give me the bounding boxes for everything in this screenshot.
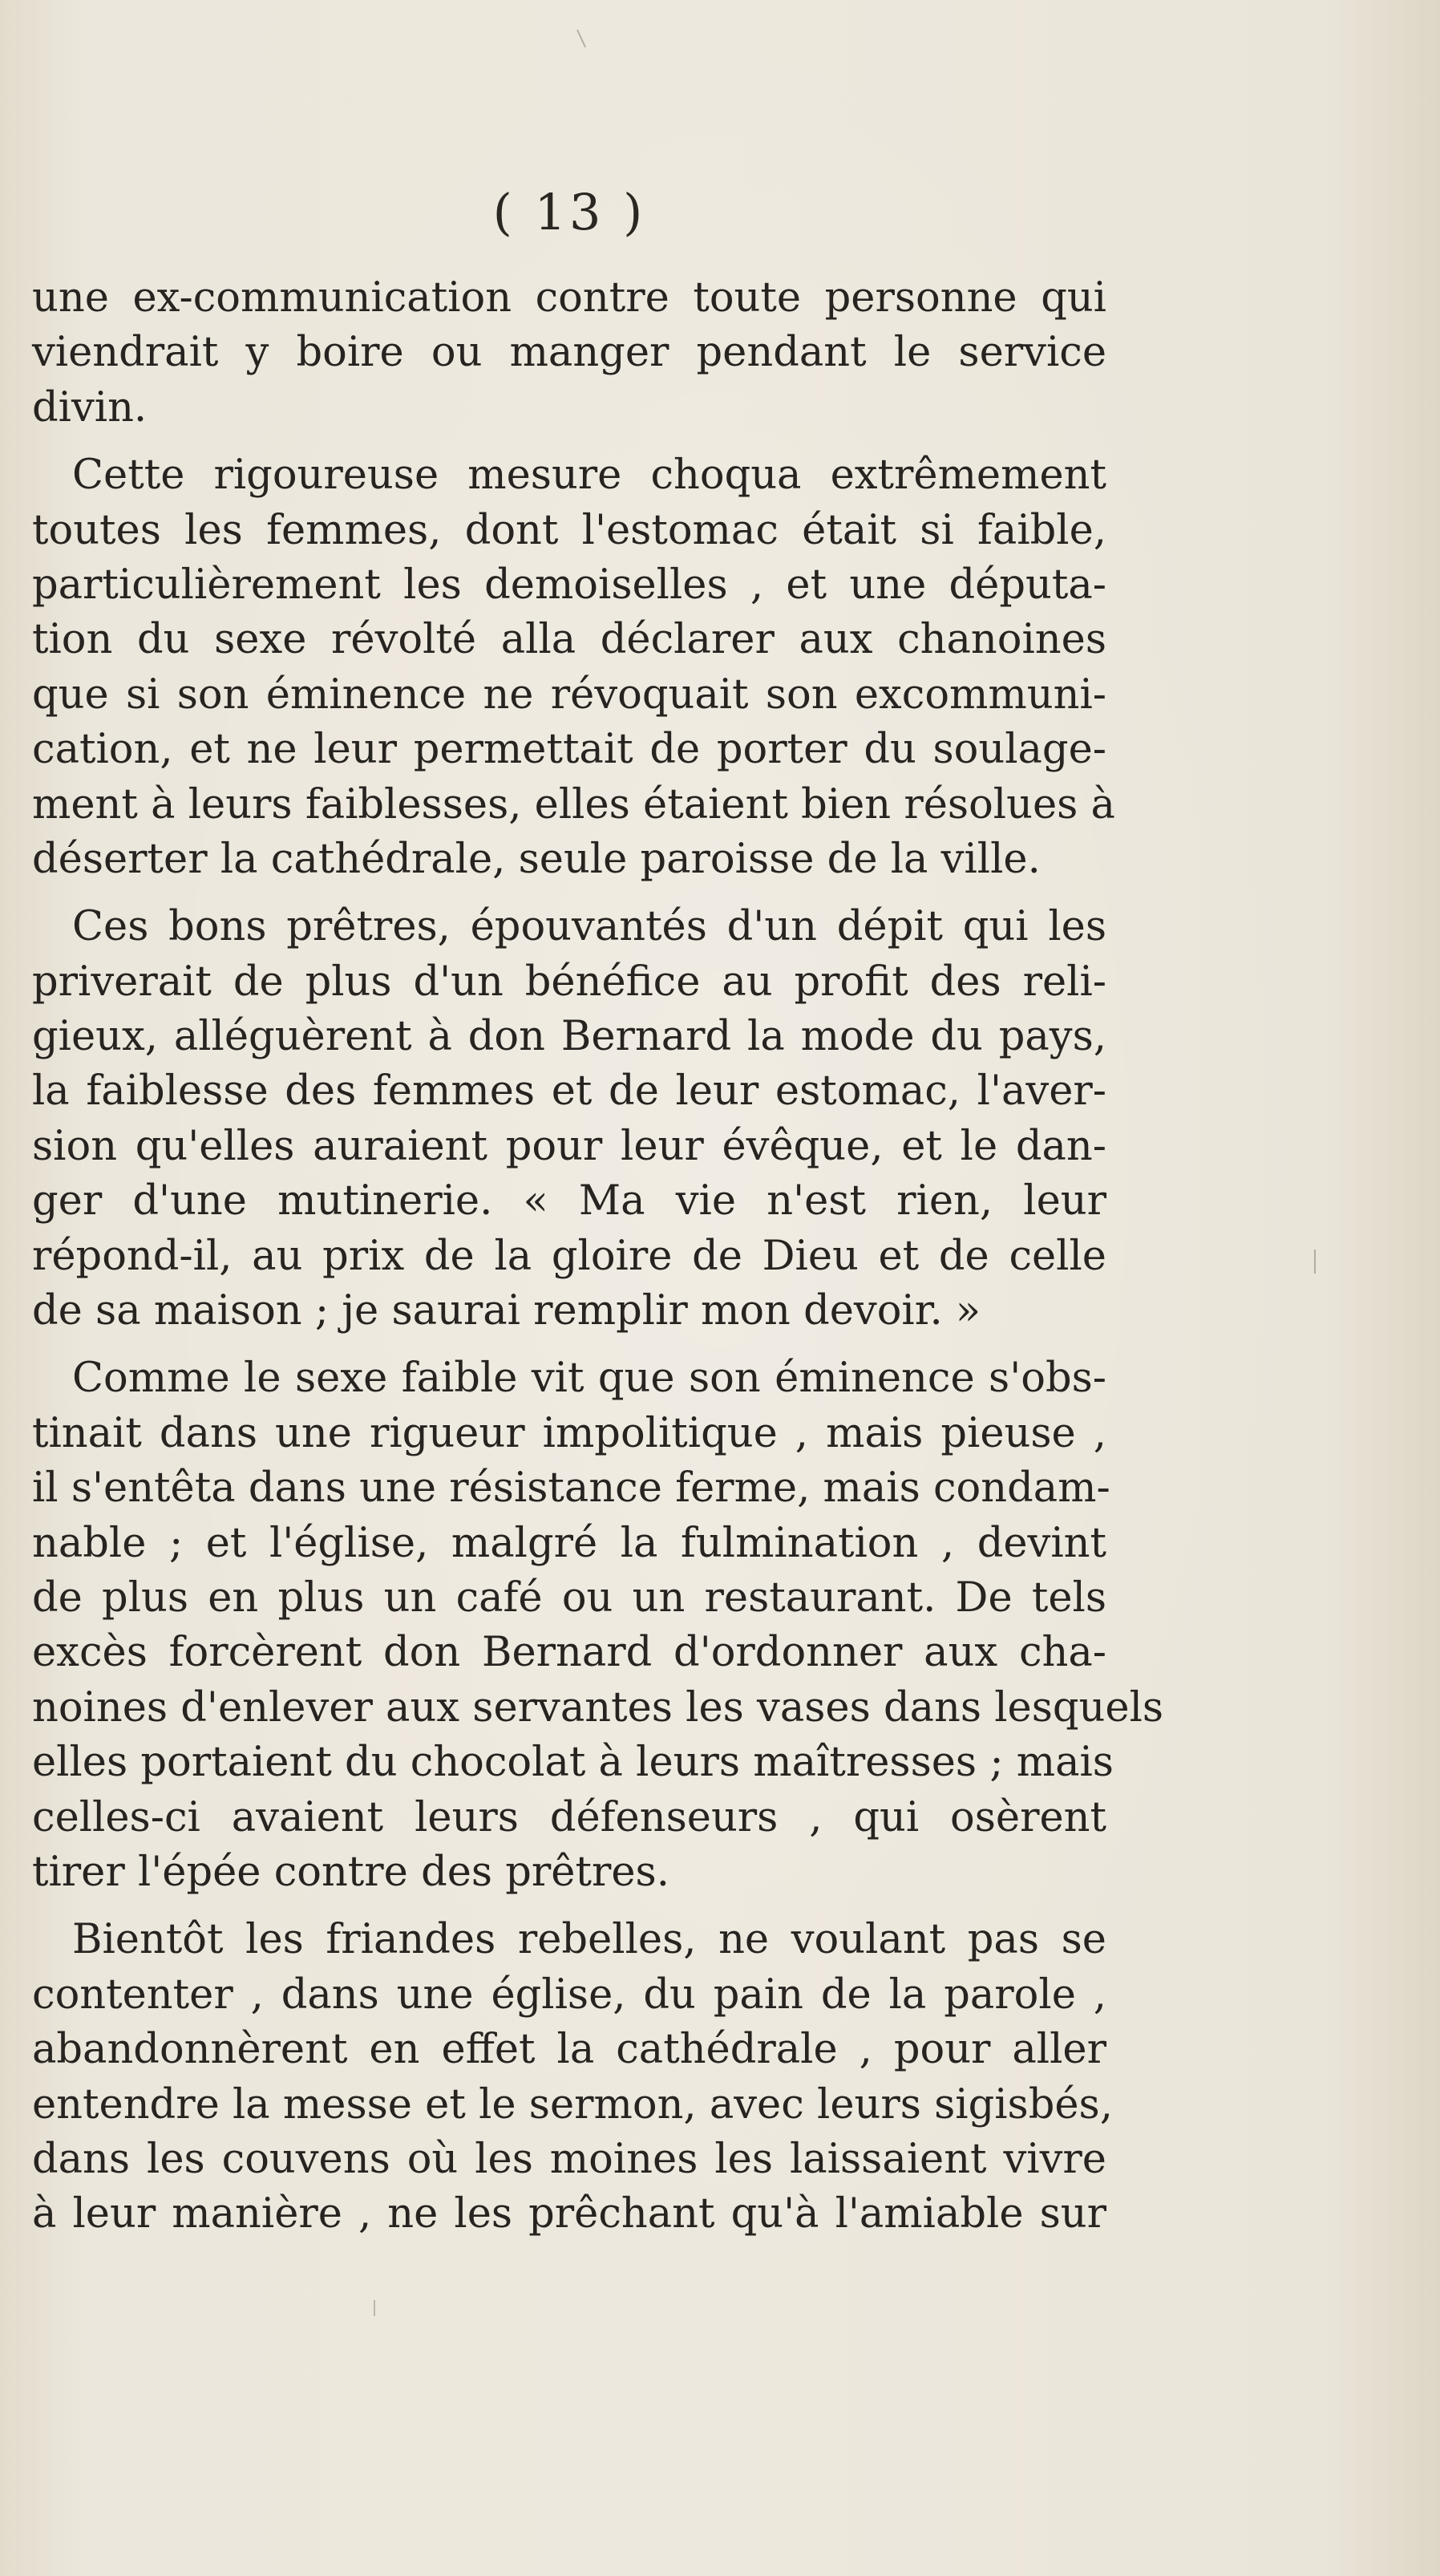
text-line: il s'entêta dans une résistance ferme, mais condam- bbox=[32, 1464, 1110, 1513]
paper-mark bbox=[1314, 1250, 1316, 1274]
text-line: tirer l'épée contre des prêtres. bbox=[32, 1848, 669, 1896]
text-line: divin. bbox=[32, 383, 148, 431]
text-line: priverait de plus d'un bénéfice au profit des reli- bbox=[32, 958, 1106, 1006]
paragraph bbox=[32, 1913, 1113, 2242]
text-line: gieux, alléguèrent à don Bernard la mode du pays, bbox=[32, 1013, 1106, 1061]
paragraph bbox=[32, 900, 1106, 1339]
text-line: nable ; et l'église, malgré la fulmination , devint bbox=[32, 1519, 1106, 1567]
text-line: Bientôt les friandes rebelles, ne voulant pas se bbox=[72, 1916, 1106, 1964]
text-line: à leur manière , ne les prêchant qu'à l'amiable sur bbox=[32, 2190, 1106, 2238]
text-line: elles portaient du chocolat à leurs maîtresses ; mais bbox=[32, 1739, 1114, 1787]
text-line: noines d'enlever aux servantes les vases dans lesquels bbox=[32, 1683, 1164, 1732]
text-line: contenter , dans une église, du pain de la parole , bbox=[32, 1970, 1106, 2019]
text-line: la faiblesse des femmes et de leur estomac, l'aver- bbox=[32, 1067, 1106, 1116]
text-line: cation, et ne leur permettait de porter du soulage- bbox=[32, 726, 1106, 774]
text-line: tion du sexe révolté alla déclarer aux chanoines bbox=[32, 616, 1106, 664]
text-line: Comme le sexe faible vit que son éminence s'obs- bbox=[72, 1355, 1106, 1403]
text-line: de plus en plus un café ou un restaurant. De tels bbox=[32, 1574, 1106, 1622]
paragraph bbox=[32, 448, 1115, 887]
text-line: ger d'une mutinerie. « Ma vie n'est rien, leur bbox=[32, 1177, 1106, 1225]
text-line: abandonnèrent en effet la cathédrale , pour aller bbox=[32, 2026, 1106, 2074]
text-line: Cette rigoureuse mesure choqua extrêmement bbox=[72, 452, 1106, 500]
text-line: dans les couvens où les moines les laissaient vivre bbox=[32, 2135, 1106, 2183]
text-line: répond-il, au prix de la gloire de Dieu et de celle bbox=[32, 1232, 1106, 1280]
text-line: de sa maison ; je saurai remplir mon devoir. » bbox=[32, 1287, 981, 1335]
text-line: déserter la cathédrale, seule paroisse de la ville. bbox=[32, 835, 1041, 883]
text-line: excès forcèrent don Bernard d'ordonner aux cha- bbox=[32, 1629, 1106, 1677]
text-line: que si son éminence ne révoquait son excommuni- bbox=[32, 670, 1106, 719]
text-line: tinait dans une rigueur impolitique , mais pieuse , bbox=[32, 1409, 1106, 1457]
page-number: ( 13 ) bbox=[492, 183, 646, 241]
paper-mark bbox=[576, 30, 586, 48]
text-line: entendre la messe et le sermon, avec leurs sigisbés, bbox=[32, 2080, 1113, 2128]
text-line: particulièrement les demoiselles , et une députa- bbox=[32, 561, 1106, 609]
text-line: une ex-communication contre toute personne qui bbox=[32, 274, 1106, 322]
text-line: viendrait y boire ou manger pendant le service bbox=[32, 329, 1106, 377]
paragraph bbox=[32, 1351, 1164, 1900]
paragraph bbox=[32, 271, 1106, 435]
text-line: celles-ci avaient leurs défenseurs , qui osèrent bbox=[32, 1793, 1106, 1841]
paper-mark bbox=[374, 2300, 375, 2316]
text-line: ment à leurs faiblesses, elles étaient bien résolues à bbox=[32, 780, 1115, 828]
body-text bbox=[32, 271, 1164, 2242]
text-line: sion qu'elles auraient pour leur évêque, et le dan- bbox=[32, 1122, 1106, 1170]
text-line: toutes les femmes, dont l'estomac était si faible, bbox=[32, 506, 1106, 554]
text-line: Ces bons prêtres, épouvantés d'un dépit qui les bbox=[72, 903, 1106, 951]
